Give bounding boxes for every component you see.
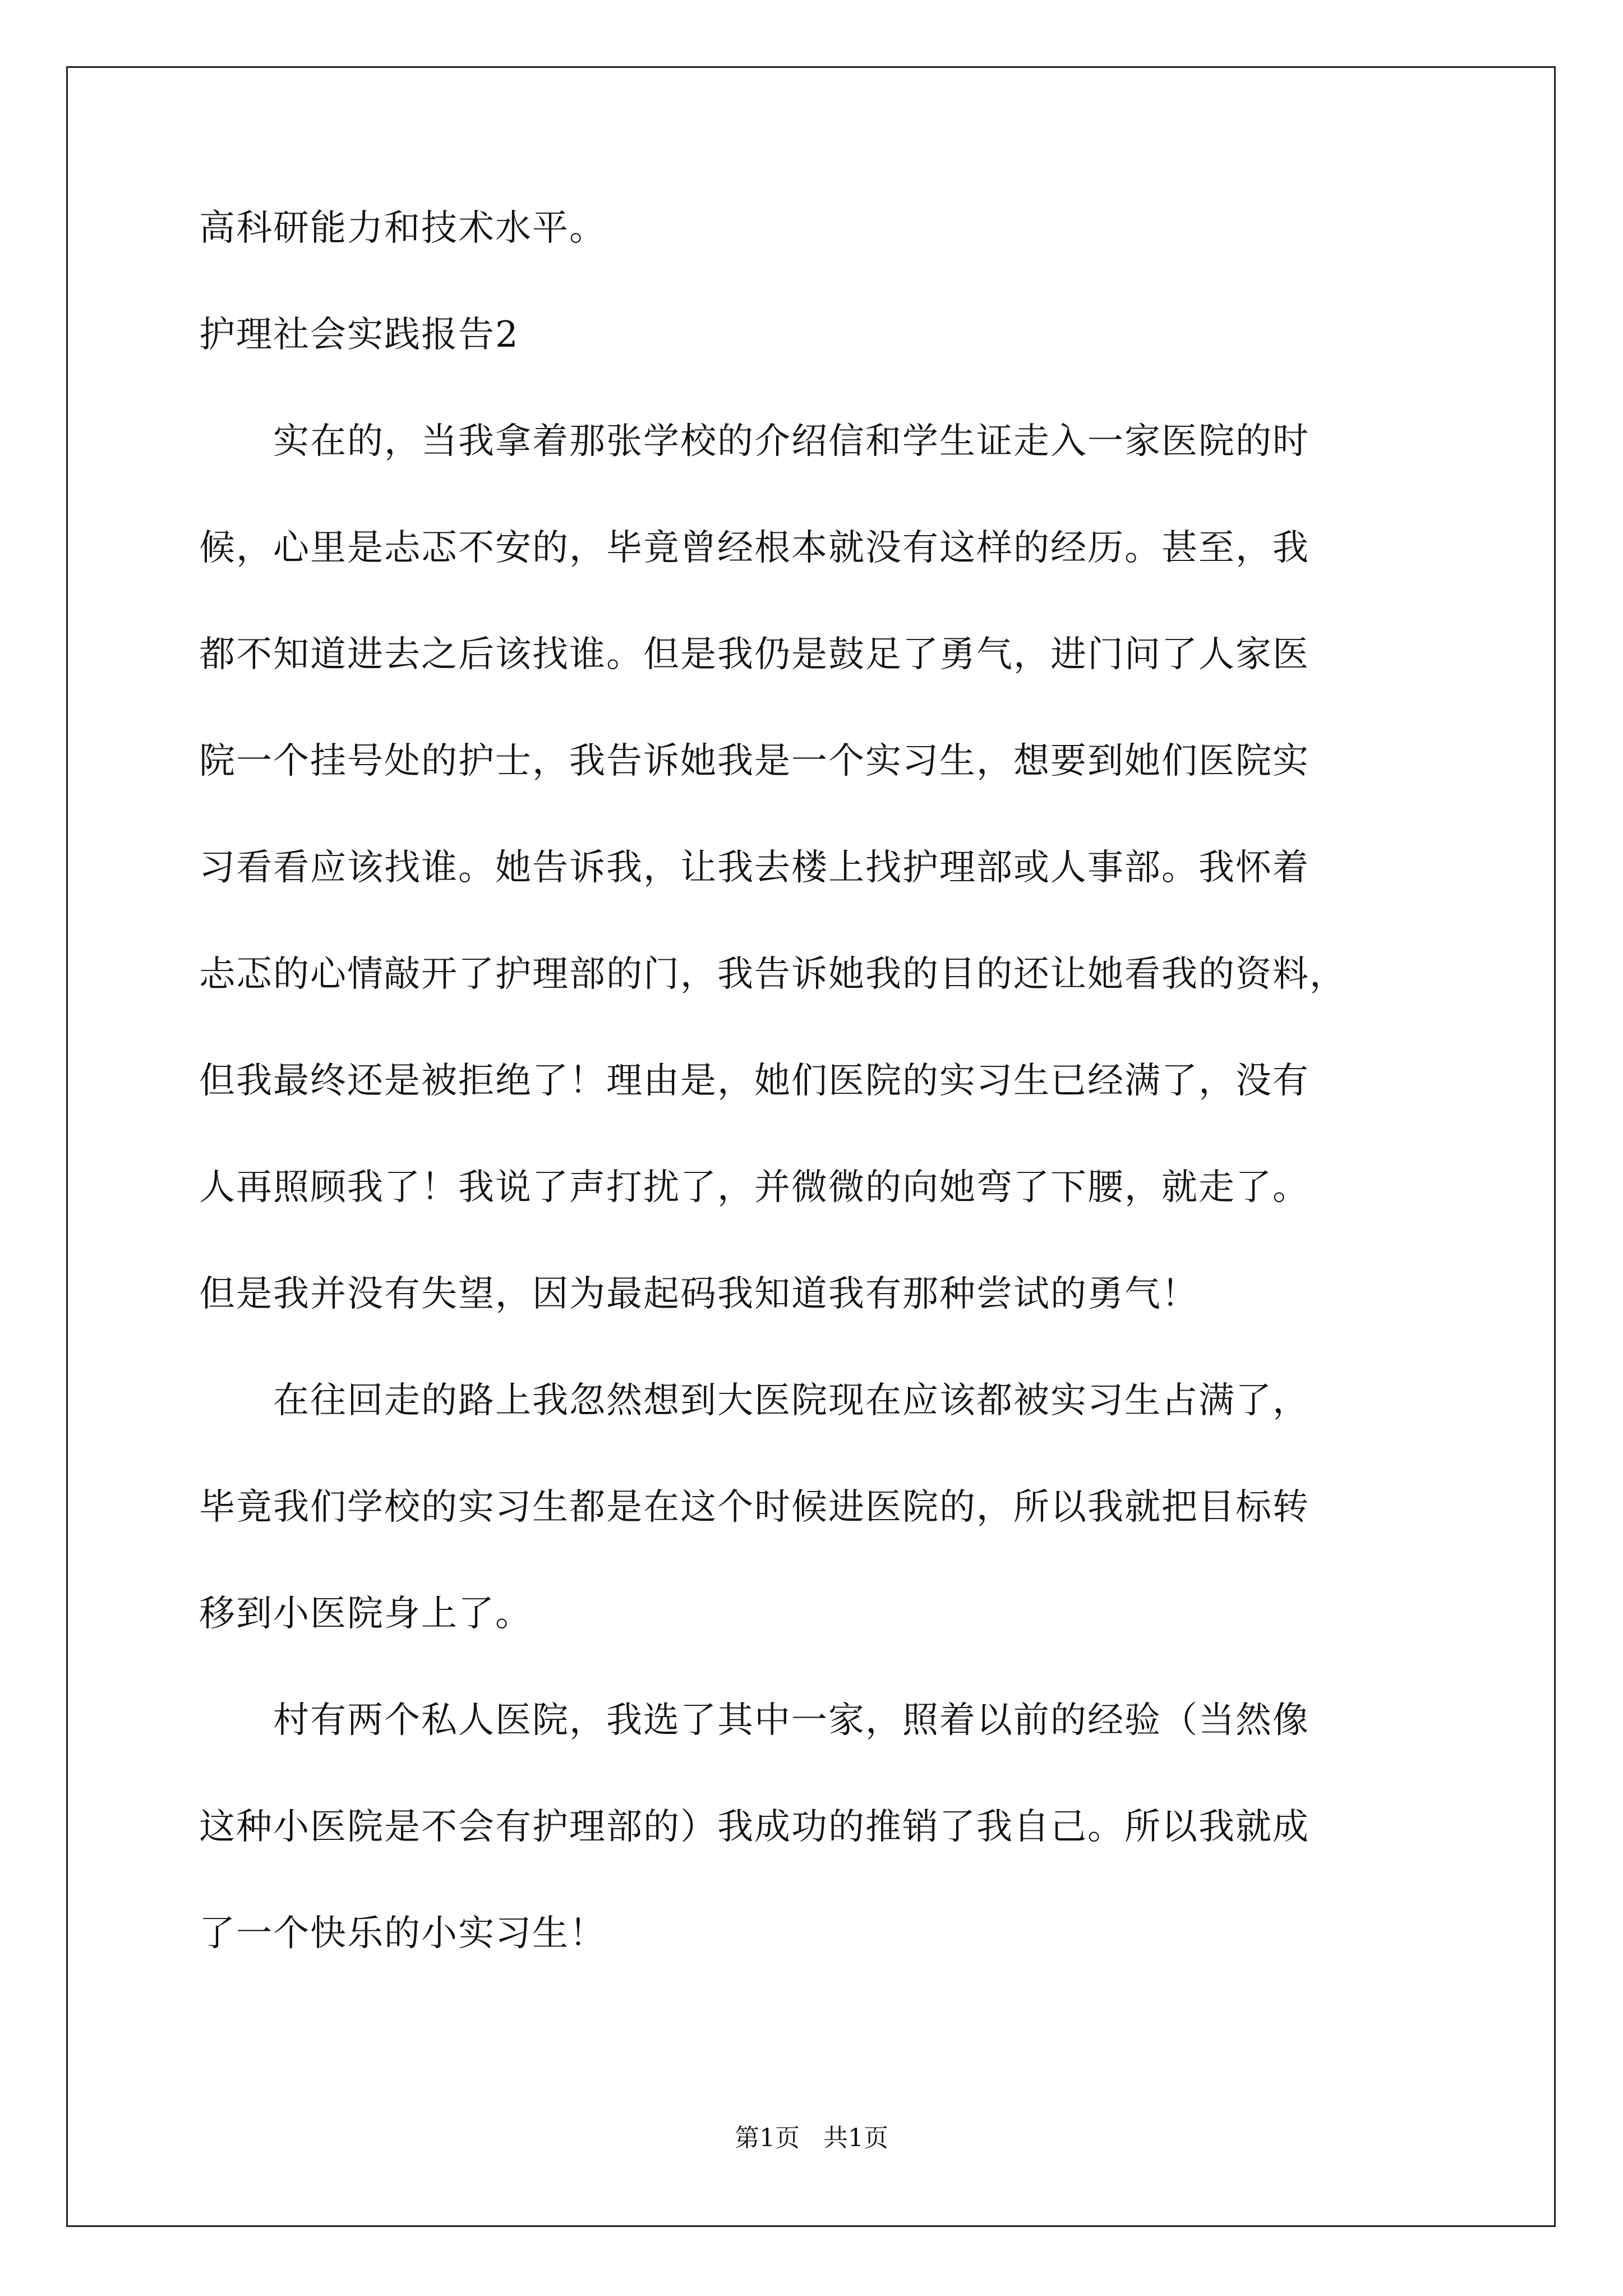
page-total: 共1页 <box>823 2124 888 2152</box>
paragraph-line: 候，心里是忐忑不安的，毕竟曾经根本就没有这样的经历。甚至，我 <box>199 527 1310 569</box>
paragraph-line: 这种小医院是不会有护理部的）我成功的推销了我自己。所以我就成 <box>199 1806 1310 1848</box>
paragraph-line: 习看看应该找谁。她告诉我，让我去楼上找护理部或人事部。我怀着 <box>199 847 1310 889</box>
page-border <box>66 66 1556 2227</box>
paragraph-line: 都不知道进去之后该找谁。但是我仍是鼓足了勇气，进门问了人家医 <box>199 634 1310 675</box>
paragraph-line: 在往回走的路上我忽然想到大医院现在应该都被实习生占满了， <box>273 1380 1310 1421</box>
paragraph-line: 忐忑的心情敲开了护理部的门，我告诉她我的目的还让她看我的资料， <box>199 954 1347 995</box>
page-footer <box>0 2126 1623 2151</box>
paragraph-line: 院一个挂号处的护士，我告诉她我是一个实习生，想要到她们医院实 <box>199 740 1310 782</box>
paragraph-line: 实在的，当我拿着那张学校的介绍信和学生证走入一家医院的时 <box>273 421 1310 462</box>
paragraph-line: 移到小医院身上了。 <box>199 1593 532 1635</box>
paragraph-line: 村有两个私人医院，我选了其中一家，照着以前的经验（当然像 <box>273 1700 1310 1741</box>
page-number: 第1页 <box>735 2124 800 2152</box>
paragraph-line: 但我最终还是被拒绝了！理由是，她们医院的实习生已经满了，没有 <box>199 1060 1310 1102</box>
paragraph-line: 但是我并没有失望，因为最起码我知道我有那种尝试的勇气！ <box>199 1273 1198 1315</box>
text-line: 高科研能力和技术水平。 <box>199 208 606 249</box>
paragraph-line: 了一个快乐的小实习生！ <box>199 1913 606 1954</box>
paragraph-line: 人再照顾我了！我说了声打扰了，并微微的向她弯了下腰，就走了。 <box>199 1167 1310 1208</box>
paragraph-line: 毕竟我们学校的实习生都是在这个时候进医院的，所以我就把目标转 <box>199 1487 1310 1528</box>
section-heading: 护理社会实践报告2 <box>199 314 519 356</box>
